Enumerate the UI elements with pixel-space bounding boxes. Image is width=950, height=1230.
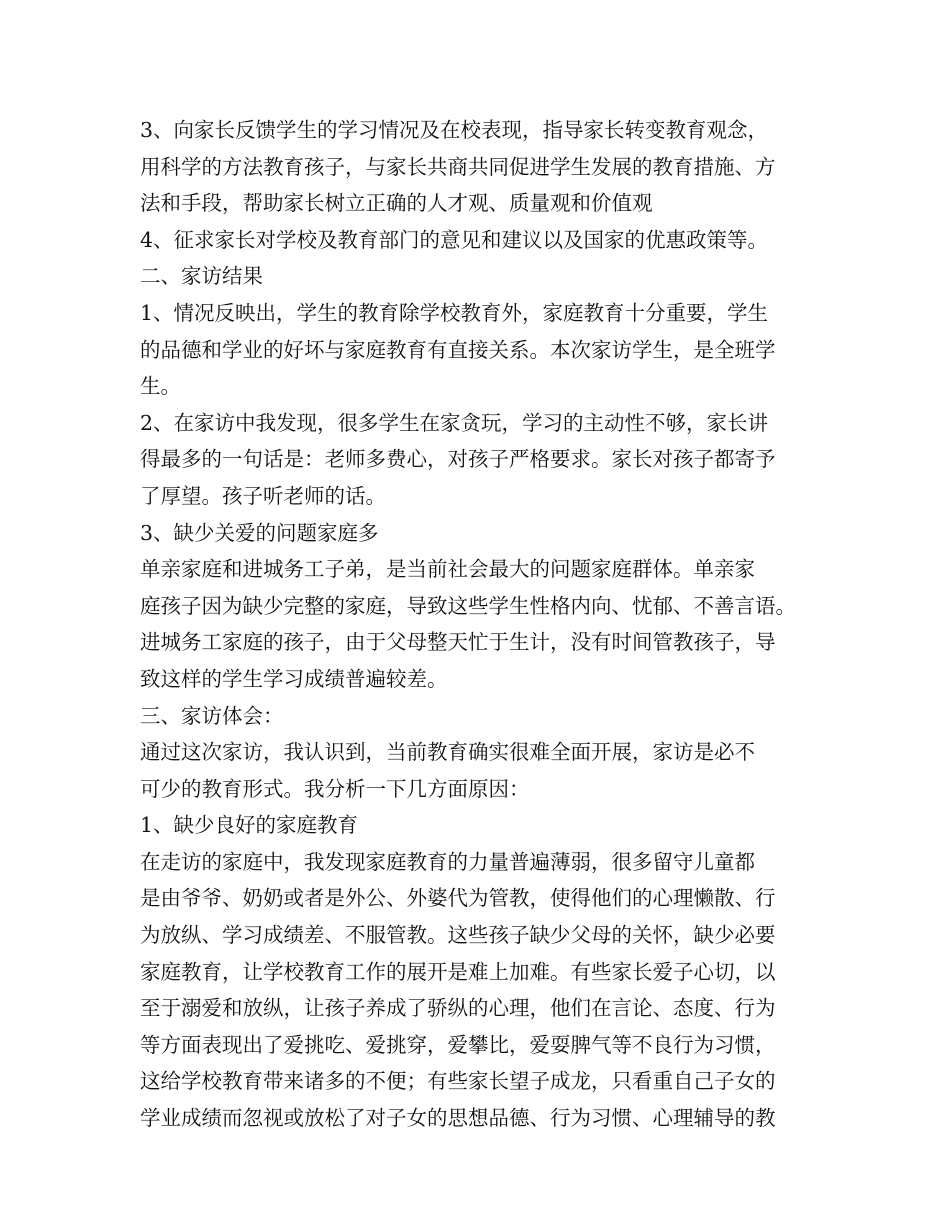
text-line: 通过这次家访，我认识到，当前教育确实很难全面开展，家访是必不 bbox=[140, 740, 755, 765]
document-body bbox=[140, 112, 830, 1137]
text-line: 了厚望。孩子听老师的话。 bbox=[140, 483, 386, 508]
text-line: 3、向家长反馈学生的学习情况及在校表现，指导家长转变教育观念， bbox=[140, 118, 769, 142]
section-heading: 三、家访体会： bbox=[140, 703, 284, 728]
text-line: 等方面表现出了爱挑吃、爱挑穿，爱攀比，爱耍脾气等不良行为习惯， bbox=[140, 1032, 776, 1057]
text-line: 1、情况反映出，学生的教育除学校教育外，家庭教育十分重要，学生 bbox=[140, 300, 769, 325]
section-heading: 二、家访结果 bbox=[140, 264, 263, 289]
text-line: 至于溺爱和放纵，让孩子养成了骄纵的心理，他们在言论、态度、行为 bbox=[140, 996, 776, 1021]
text-line: 为放纵、学习成绩差、不服管教。这些孩子缺少父母的关怀，缺少必要 bbox=[140, 923, 776, 948]
subsection-heading: 3、缺少关爱的问题家庭多 bbox=[140, 520, 379, 545]
text-line: 庭孩子因为缺少完整的家庭，导致这些学生性格内向、忧郁、不善言语。 bbox=[140, 593, 796, 618]
text-line: 学业成绩而忽视或放松了对子女的思想品德、行为习惯、心理辅导的教 bbox=[140, 1106, 776, 1131]
text-line: 致这样的学生学习成绩普遍较差。 bbox=[140, 666, 448, 691]
text-line: 是由爷爷、奶奶或者是外公、外婆代为管教，使得他们的心理懒散、行 bbox=[140, 886, 776, 911]
text-line: 家庭教育，让学校教育工作的展开是难上加难。有些家长爱子心切，以 bbox=[140, 959, 776, 984]
text-line: 4、征求家长对学校及教育部门的意见和建议以及国家的优惠政策等。 bbox=[140, 227, 769, 252]
text-line: 得最多的一句话是：老师多费心，对孩子严格要求。家长对孩子都寄予 bbox=[140, 447, 776, 472]
text-line: 这给学校教育带来诸多的不便；有些家长望子成龙，只看重自己子女的 bbox=[140, 1069, 776, 1094]
subsection-heading: 1、缺少良好的家庭教育 bbox=[140, 813, 359, 838]
text-line: 在走访的家庭中，我发现家庭教育的力量普遍薄弱，很多留守儿童都 bbox=[140, 849, 755, 874]
text-line: 可少的教育形式。我分析一下几方面原因： bbox=[140, 776, 530, 801]
text-line: 法和手段，帮助家长树立正确的人才观、质量观和价值观 bbox=[140, 191, 653, 216]
text-line: 用科学的方法教育孩子，与家长共商共同促进学生发展的教育措施、方 bbox=[140, 154, 776, 179]
text-line: 的品德和学业的好坏与家庭教育有直接关系。本次家访学生，是全班学 bbox=[140, 337, 776, 362]
text-line: 进城务工家庭的孩子，由于父母整天忙于生计，没有时间管教孩子，导 bbox=[140, 630, 776, 655]
text-line: 单亲家庭和进城务工子弟，是当前社会最大的问题家庭群体。单亲家 bbox=[140, 557, 755, 582]
text-line: 2、在家访中我发现，很多学生在家贪玩，学习的主动性不够，家长讲 bbox=[140, 410, 769, 435]
text-line: 生。 bbox=[140, 374, 181, 399]
